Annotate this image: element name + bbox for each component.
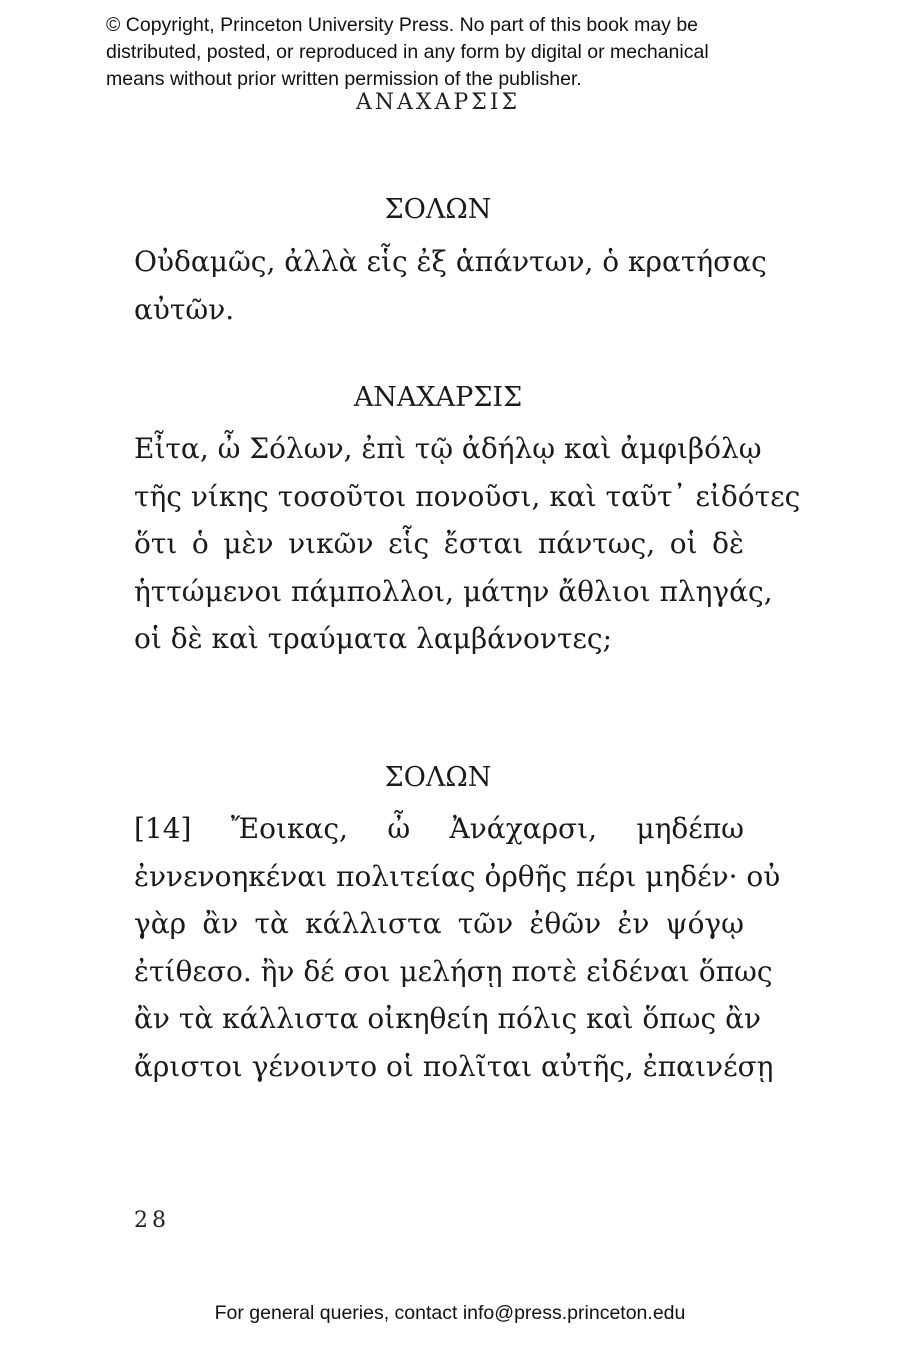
footer-contact: For general queries, contact info@press.princeton.edu [214, 1302, 686, 1324]
page-number: 28 [134, 1208, 170, 1233]
text-line: ὅτι ὁ μὲν νικῶν εἷς ἔσται πάντως, οἱ δὲ [134, 527, 744, 560]
speaker-name: ΣΟΛΩΝ [384, 762, 492, 793]
text-line: ἐννενοηκέναι πολιτείας ὀρθῆς πέρι μηδέν· οὐ [134, 859, 781, 893]
text-line: ἐτίθεσο. ἢν δέ σοι μελήσῃ ποτὲ εἰδέναι ὅπως [134, 954, 773, 988]
text-line: τῆς νίκης τοσοῦτοι πονοῦσι, καὶ ταῦτ᾽ εἰδότες [134, 479, 801, 513]
text-line: αὐτῶν. [134, 292, 235, 326]
speech-text [134, 425, 801, 663]
speech-text [134, 238, 767, 333]
text-line: ἂν τὰ κάλλιστα οἰκηθείη πόλις καὶ ὅπως ἂν [134, 1002, 762, 1035]
text-line: Οὐδαμῶς, ἀλλὰ εἷς ἐξ ἁπάντων, ὁ κρατήσας [134, 245, 767, 278]
running-head: ΑΝΑΧΑΡΣΙΣ [355, 90, 521, 115]
speech-text [134, 805, 781, 1090]
speaker-name: ΑΝΑΧΑΡΣΙΣ [353, 382, 523, 413]
text-line: [14] Ἔοικας, ὦ Ἀνάχαρσι, μηδέπω [134, 812, 744, 845]
copyright-line: distributed, posted, or reproduced in any form by digital or mechanical [106, 41, 709, 63]
copyright-notice [106, 12, 806, 93]
text-line: ἄριστοι γένοιντο οἱ πολῖται αὐτῆς, ἐπαινέσῃ [134, 1049, 774, 1083]
copyright-line: means without prior written permission of the publisher. [106, 68, 582, 90]
copyright-line: © Copyright, Princeton University Press. No part of this book may be [106, 14, 699, 36]
text-line: ἡττώμενοι πάμπολλοι, μάτην ἄθλιοι πληγάς, [134, 574, 773, 608]
text-line: Εἶτα, ὦ Σόλων, ἐπὶ τῷ ἀδήλῳ καὶ ἀμφιβόλῳ [134, 432, 762, 465]
text-line: οἱ δὲ καὶ τραύματα λαμβάνοντες; [134, 622, 613, 655]
text-line: γὰρ ἂν τὰ κάλλιστα τῶν ἐθῶν ἐν ψόγῳ [134, 907, 744, 940]
speaker-name: ΣΟΛΩΝ [384, 194, 492, 225]
